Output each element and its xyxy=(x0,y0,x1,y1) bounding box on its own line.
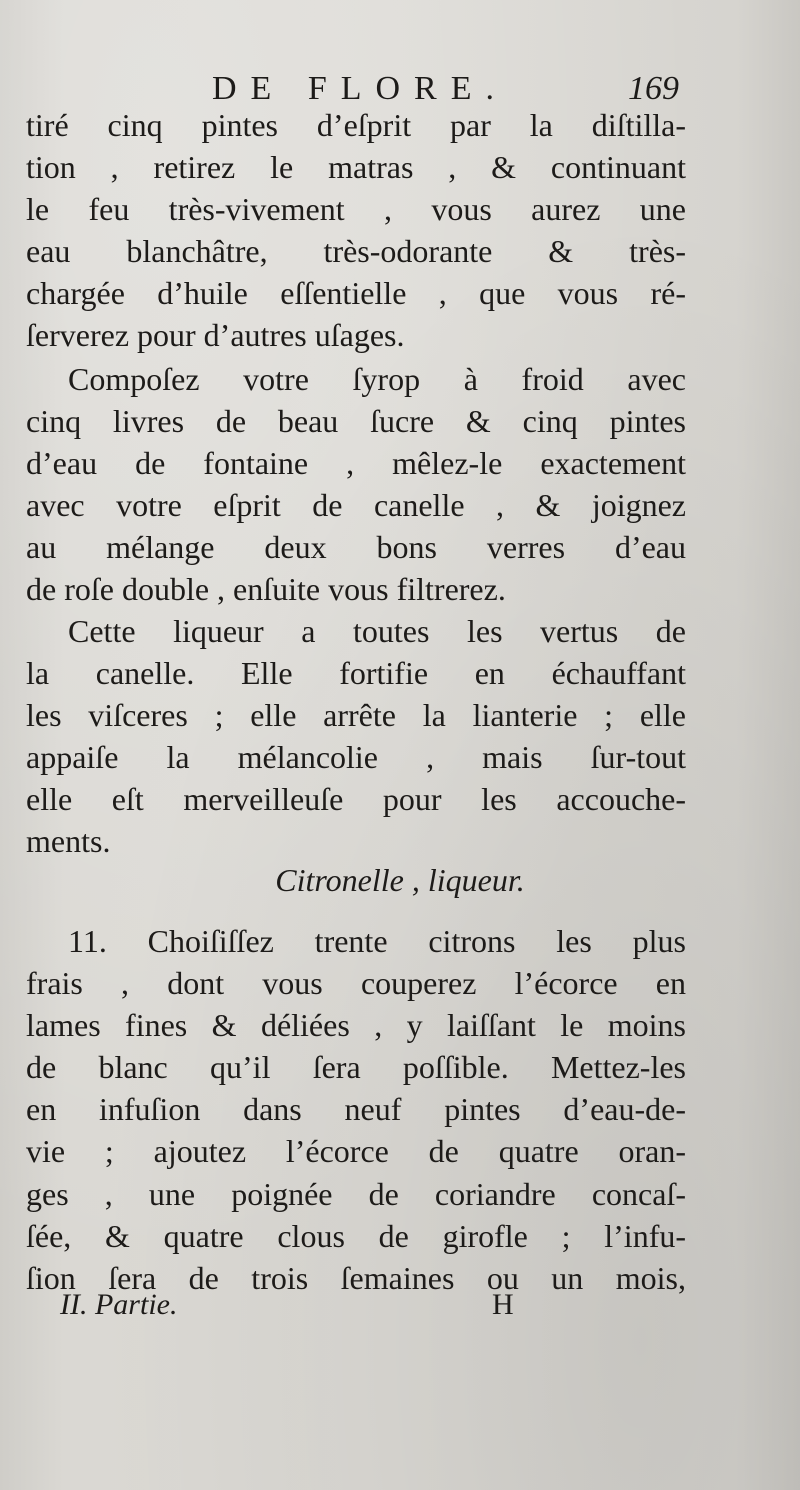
text-line: tiré cinq pintes d’eſprit par la diſtilla- xyxy=(26,107,686,143)
text-line: cinq livres de beau ſucre & cinq pintes xyxy=(26,403,686,440)
text-line: de blanc qu’il ſera poſſible. Mettez-les xyxy=(26,1049,686,1086)
paragraph-3 xyxy=(26,610,686,863)
text-line: ments. xyxy=(26,823,111,860)
text-line: en infuſion dans neuf pintes d’eau-de- xyxy=(26,1091,686,1128)
text-line: avec votre eſprit de canelle , & joignez xyxy=(26,487,686,524)
text-line: eau blanchâtre, très-odorante & très- xyxy=(26,233,686,270)
page-number: 169 xyxy=(628,70,679,107)
running-title: DE FLORE. xyxy=(212,70,508,107)
signature-part: II. Partie. xyxy=(60,1288,178,1321)
text-line: elle eſt merveilleuſe pour les accouche- xyxy=(26,781,686,818)
text-line: ſée, & quatre clous de girofle ; l’infu- xyxy=(26,1217,686,1254)
text-line: la canelle. Elle fortifie en échauffant xyxy=(26,655,686,692)
text-line: d’eau de fontaine , mêlez-le exactement xyxy=(26,445,686,482)
text-line: le feu très-vivement , vous aurez une xyxy=(26,191,686,228)
paragraph-4 xyxy=(26,920,686,1299)
page-footer xyxy=(0,1288,800,1332)
text-line: tion , retirez le matras , & continuant xyxy=(26,149,686,186)
paragraph-1 xyxy=(26,104,686,357)
text-line: lames fines & déliées , y laiſſant le moins xyxy=(26,1007,686,1044)
text-line: les viſceres ; elle arrête la lianterie ; elle xyxy=(26,697,686,734)
text-line: 11. Choiſiſſez trente citrons les plus xyxy=(68,923,686,959)
paragraph-2 xyxy=(26,358,686,611)
text-line: appaiſe la mélancolie , mais ſur-tout xyxy=(26,739,686,776)
text-line: ſerverez pour d’autres uſages. xyxy=(26,317,405,354)
text-line: au mélange deux bons verres d’eau xyxy=(26,529,686,566)
text-line: chargée d’huile eſſentielle , que vous ré- xyxy=(26,275,686,312)
text-line: Cette liqueur a toutes les vertus de xyxy=(68,613,686,649)
text-line: frais , dont vous couperez l’écorce en xyxy=(26,965,686,1002)
signature-mark: H xyxy=(492,1288,514,1321)
section-heading: Citronelle , liqueur. xyxy=(275,862,525,898)
text-line: Compoſez votre ſyrop à froid avec xyxy=(68,361,686,397)
text-line: ges , une poignée de coriandre concaſ- xyxy=(26,1175,686,1212)
text-line: vie ; ajoutez l’écorce de quatre oran- xyxy=(26,1133,686,1170)
text-line: ſion ſera de trois ſemaines ou un mois, xyxy=(26,1259,686,1296)
text-line: de roſe double , enſuite vous filtrerez. xyxy=(26,571,506,608)
